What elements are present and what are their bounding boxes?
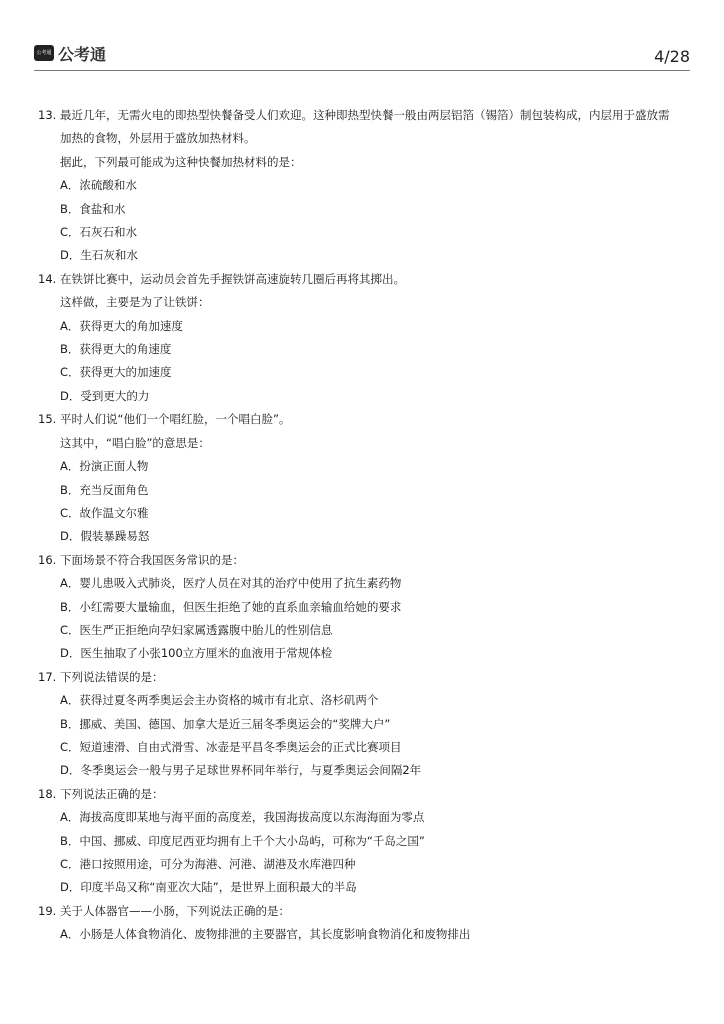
question-number: 13. <box>38 108 57 122</box>
question-number: 15. <box>38 412 57 427</box>
answer-option: D．生石灰和水 <box>60 248 138 263</box>
answer-option: B．挪威、美国、德国、加拿大是近三届冬季奥运会的“奖牌大户” <box>60 716 391 731</box>
question-text: 最近几年，无需火电的即热型快餐备受人们欢迎。这种即热型快餐一般由两层铝箔（锡箔）制包装构成，内层用于盛放需 <box>60 108 670 122</box>
answer-option: A．扮演正面人物 <box>60 459 149 474</box>
answer-option: C．港口按照用途，可分为海港、河港、湖港及水库港四种 <box>60 857 356 871</box>
question-17 <box>38 666 690 783</box>
question-number: 17. <box>38 669 57 684</box>
question-text-line: 加热的食物，外层用于盛放加热材料。 <box>60 131 256 146</box>
question-stem <box>38 783 690 806</box>
question-stem <box>38 666 690 689</box>
answer-option: C．获得更大的加速度 <box>60 365 172 380</box>
answer-option: A．浓硫酸和水 <box>60 178 137 193</box>
answer-option: D．冬季奥运会一般与男子足球世界杯同年举行，与夏季奥运会间隔2年 <box>60 763 422 778</box>
question-list <box>38 104 690 947</box>
question-13 <box>38 104 690 268</box>
answer-option: C．短道速滑、自由式滑雪、冰壶是平昌冬季奥运会的正式比赛项目 <box>60 739 402 754</box>
question-number: 18. <box>38 786 57 801</box>
answer-option: B．小红需要大量输血，但医生拒绝了她的直系血亲输血给她的要求 <box>60 599 402 614</box>
page-number: 4/28 <box>654 47 690 66</box>
answer-option: D．假装暴躁易怒 <box>60 529 150 544</box>
question-number: 16. <box>38 552 57 567</box>
answer-option: A．婴儿患吸入式肺炎，医疗人员在对其的治疗中使用了抗生素药物 <box>60 576 402 591</box>
answer-option: B．中国、挪威、印度尼西亚均拥有上千个大小岛屿，可称为“千岛之国” <box>60 833 425 848</box>
question-text-line: 这样做，主要是为了让铁饼： <box>60 295 210 310</box>
question-stem <box>38 900 690 923</box>
question-text: 下列说法错误的是： <box>60 669 164 684</box>
question-16 <box>38 549 690 666</box>
brand-name: 公考通 <box>58 45 107 64</box>
question-text: 关于人体器官——小肠，下列说法正确的是： <box>60 903 290 918</box>
answer-option: C．医生严正拒绝向孕妇家属透露腹中胎儿的性别信息 <box>60 622 333 637</box>
question-18 <box>38 783 690 900</box>
answer-option: A．小肠是人体食物消化、废物排泄的主要器官，其长度影响食物消化和废物排出 <box>60 927 471 942</box>
answer-option: D．印度半岛又称“南亚次大陆”，是世界上面积最大的半岛 <box>60 880 357 895</box>
answer-option: B．获得更大的角速度 <box>60 342 172 357</box>
question-text: 在铁饼比赛中，运动员会首先手握铁饼高速旋转几圈后再将其掷出。 <box>60 271 405 286</box>
question-text: 下面场景不符合我国医务常识的是： <box>60 552 244 567</box>
answer-option: C．石灰石和水 <box>60 225 138 240</box>
answer-option: C．故作温文尔雅 <box>60 505 149 520</box>
question-text: 下列说法正确的是： <box>60 786 164 801</box>
question-text: 平时人们说“他们一个唱红脸，一个唱白脸”。 <box>60 412 291 427</box>
question-text-line: 据此，下列最可能成为这种快餐加热材料的是： <box>60 154 302 169</box>
answer-option: A．获得更大的角加速度 <box>60 318 183 333</box>
question-number: 19. <box>38 903 57 918</box>
question-stem <box>38 268 690 291</box>
question-stem <box>38 104 690 127</box>
page-header <box>34 42 690 71</box>
answer-option: A．获得过夏冬两季奥运会主办资格的城市有北京、洛杉矶两个 <box>60 693 379 708</box>
question-19 <box>38 900 690 947</box>
question-14 <box>38 268 690 408</box>
question-stem <box>38 549 690 572</box>
answer-option: D．医生抽取了小张100立方厘米的血液用于常规体检 <box>60 646 333 661</box>
question-stem <box>38 408 690 431</box>
answer-option: B．充当反面角色 <box>60 482 149 497</box>
question-text-line: 这其中，“唱白脸”的意思是： <box>60 435 210 450</box>
answer-option: D．受到更大的力 <box>60 388 150 403</box>
question-15 <box>38 408 690 548</box>
logo-mark: 公考通 <box>36 50 52 56</box>
answer-option: A．海拔高度即某地与海平面的高度差，我国海拔高度以东海海面为零点 <box>60 810 425 825</box>
answer-option: B．食盐和水 <box>60 201 126 216</box>
brand-logo-icon <box>34 45 54 61</box>
question-number: 14. <box>38 271 57 286</box>
